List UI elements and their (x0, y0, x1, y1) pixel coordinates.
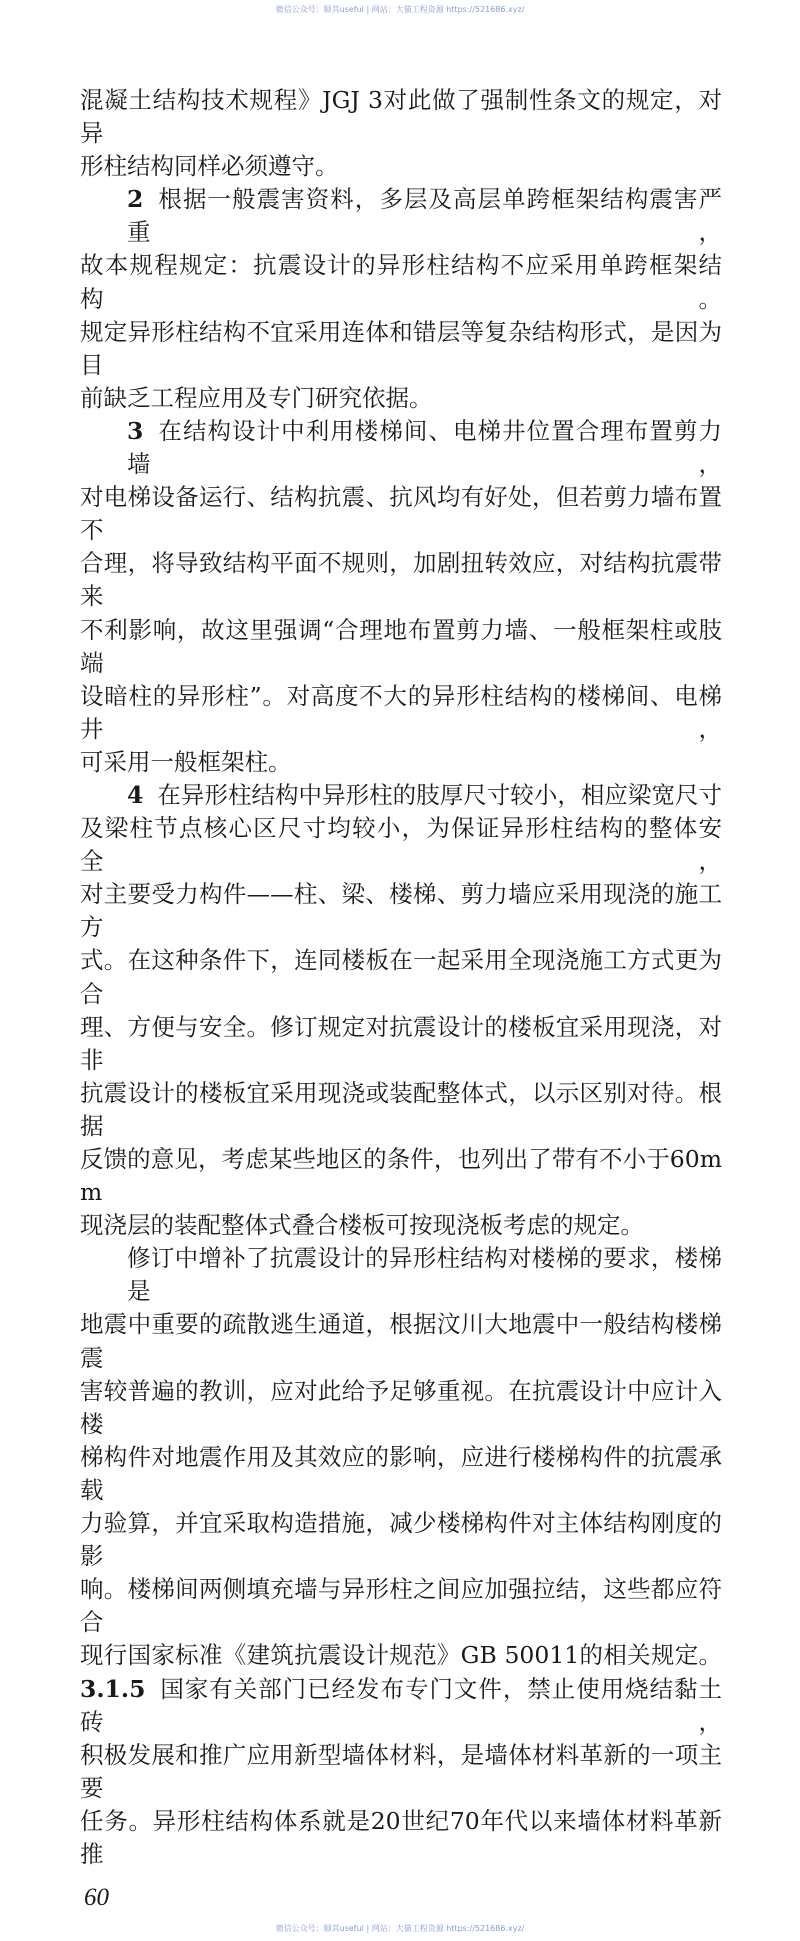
text-line (80, 316, 722, 382)
line-text: 修订中增补了抗震设计的异形柱结构对楼梯的要求，楼梯是 (127, 1244, 722, 1306)
text-line (80, 84, 722, 150)
line-text: 可采用一般框架柱。 (80, 747, 292, 776)
text-line (80, 1308, 722, 1374)
text-line (80, 1441, 722, 1507)
text-line (80, 746, 722, 779)
line-text: 现浇层的装配整体式叠合楼板可按现浇板考虑的规定。 (80, 1211, 644, 1240)
text-line (80, 614, 722, 680)
text-line (80, 1805, 722, 1871)
item-number: 2 (127, 185, 144, 214)
text-line (80, 1507, 722, 1573)
line-text: 响。楼梯间两侧填充墙与异形柱之间应加强拉结，这些都应符合 (80, 1575, 722, 1637)
line-text: 式。在这种条件下，连同楼板在一起采用全现浇施工方式更为合 (80, 946, 722, 1008)
item-number: 3 (127, 416, 144, 445)
line-text: 抗震设计的楼板宜采用现浇或装配整体式，以示区别对待。根据 (80, 1078, 722, 1140)
body-text (80, 84, 722, 1871)
text-line (80, 1375, 722, 1441)
line-text: 在异形柱结构中异形柱的肢厚尺寸较小，相应梁宽尺寸 (157, 780, 722, 809)
line-text: 积极发展和推广应用新型墙体材料，是墙体材料革新的一项主要 (80, 1740, 722, 1802)
line-text: 理、方便与安全。修订规定对抗震设计的楼板宜采用现浇，对非 (80, 1012, 722, 1074)
text-line (80, 382, 722, 415)
line-text: 任务。异形柱结构体系就是20世纪70年代以来墙体材料革新推 (80, 1806, 722, 1868)
line-text: 梯构件对地震作用及其效应的影响，应进行楼梯构件的抗震承载 (80, 1442, 722, 1504)
text-line (80, 1143, 722, 1209)
text-line (80, 944, 722, 1010)
text-line (80, 680, 722, 746)
item-number: 4 (127, 780, 144, 809)
text-line (80, 249, 722, 315)
text-line (80, 1209, 722, 1242)
line-text: 在结构设计中利用楼梯间、电梯井位置合理布置剪力墙， (127, 416, 722, 479)
line-text: 害较普遍的教训，应对此给予足够重视。在抗震设计中应计入楼 (80, 1376, 722, 1438)
text-line (80, 1673, 722, 1739)
line-text: 及梁柱节点核心区尺寸均较小，为保证异形柱结构的整体安全， (80, 814, 722, 876)
text-line (80, 1739, 722, 1805)
line-text: 形柱结构同样必须遵守。 (80, 152, 339, 181)
text-line (80, 1077, 722, 1143)
text-line (80, 415, 722, 481)
line-text: 不利影响，故这里强调“合理地布置剪力墙、一般框架柱或肢端 (80, 615, 722, 677)
text-line (80, 547, 722, 613)
line-text: 对电梯设备运行、结构抗震、抗风均有好处，但若剪力墙布置不 (80, 483, 722, 545)
text-line (80, 812, 722, 878)
line-text: 前缺乏工程应用及专门研究依据。 (80, 383, 433, 412)
text-line (80, 1011, 722, 1077)
line-text: 反馈的意见，考虑某些地区的条件，也列出了带有不小于60mm (80, 1145, 722, 1207)
line-text: 国家有关部门已经发布专门文件，禁止使用烧结黏土砖， (80, 1674, 722, 1736)
text-line (80, 878, 722, 944)
line-text: 设暗柱的异形柱”。对高度不大的异形柱结构的楼梯间、电梯井， (80, 681, 722, 743)
watermark-top: 微信公众号：顺其useful | 网站：大猫工程资源 https://521686.xyz/ (275, 5, 525, 14)
line-text: 地震中重要的疏散逃生通道，根据汶川大地震中一般结构楼梯震 (80, 1310, 722, 1372)
page-number: 60 (84, 1884, 109, 1912)
text-line (80, 1242, 722, 1308)
line-text: 现行国家标准《建筑抗震设计规范》GB 50011的相关规定。 (80, 1641, 722, 1670)
text-line (80, 150, 722, 183)
line-text: 根据一般震害资料，多层及高层单跨框架结构震害严重， (127, 185, 722, 247)
item-number: 3.1.5 (80, 1674, 146, 1703)
line-text: 对主要受力构件——柱、梁、楼梯、剪力墙应采用现浇的施工方 (80, 880, 722, 942)
text-line (80, 481, 722, 547)
line-text: 故本规程规定：抗震设计的异形柱结构不应采用单跨框架结构。 (80, 251, 722, 313)
line-text: 混凝土结构技术规程》JGJ 3对此做了强制性条文的规定，对异 (80, 86, 722, 148)
text-line (80, 779, 722, 812)
text-line (80, 183, 722, 249)
line-text: 规定异形柱结构不宜采用连体和错层等复杂结构形式，是因为目 (80, 317, 722, 379)
line-text: 合理，将导致结构平面不规则，加剧扭转效应，对结构抗震带来 (80, 549, 722, 611)
watermark-bottom: 微信公众号：顺其useful | 网站：大猫工程资源 https://521686.xyz/ (275, 1924, 525, 1934)
text-line (80, 1639, 722, 1672)
text-line (80, 1573, 722, 1639)
line-text: 力验算，并宜采取构造措施，减少楼梯构件对主体结构刚度的影 (80, 1509, 722, 1571)
